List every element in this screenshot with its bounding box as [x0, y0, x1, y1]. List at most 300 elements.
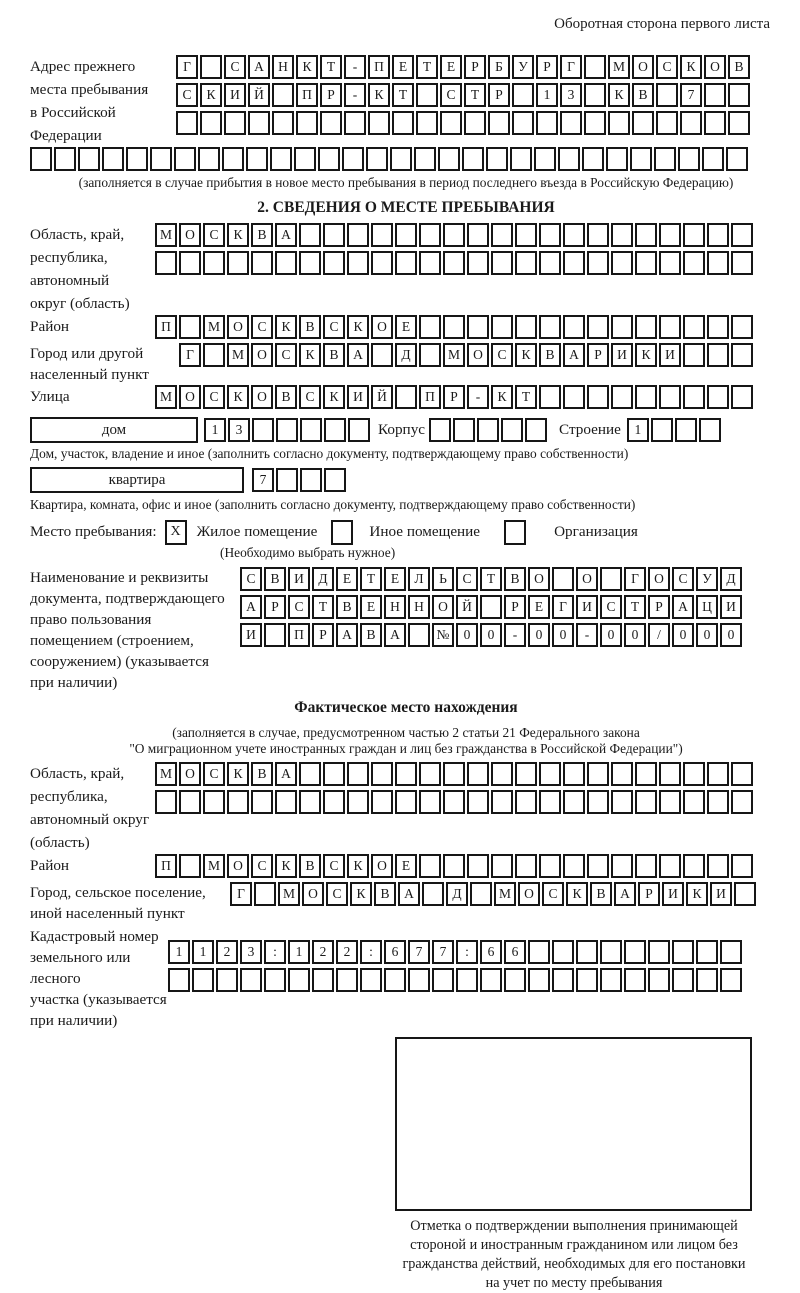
form-cell[interactable] — [347, 762, 369, 786]
form-cell[interactable] — [299, 251, 321, 275]
form-cell[interactable]: С — [600, 595, 622, 619]
form-cell[interactable]: К — [227, 385, 249, 409]
form-cell[interactable] — [443, 315, 465, 339]
form-cell[interactable] — [630, 147, 652, 171]
form-cell[interactable]: Г — [179, 343, 201, 367]
form-cell[interactable]: М — [155, 385, 177, 409]
form-cell[interactable] — [371, 762, 393, 786]
form-cell[interactable]: И — [659, 343, 681, 367]
form-cell[interactable] — [702, 147, 724, 171]
form-cell[interactable]: Р — [536, 55, 558, 79]
form-cell[interactable] — [515, 854, 537, 878]
form-cell[interactable] — [680, 111, 702, 135]
form-cell[interactable] — [276, 468, 298, 492]
form-cell[interactable] — [272, 111, 294, 135]
form-cell[interactable]: А — [240, 595, 262, 619]
form-cell[interactable] — [587, 762, 609, 786]
form-cell[interactable] — [467, 854, 489, 878]
form-cell[interactable] — [659, 223, 681, 247]
form-cell[interactable] — [174, 147, 196, 171]
form-cell[interactable]: 1 — [204, 418, 226, 442]
form-cell[interactable]: 2 — [336, 940, 358, 964]
form-cell[interactable]: 7 — [408, 940, 430, 964]
form-cell[interactable] — [656, 111, 678, 135]
form-cell[interactable] — [464, 111, 486, 135]
form-cell[interactable]: 0 — [552, 623, 574, 647]
form-cell[interactable] — [443, 790, 465, 814]
form-cell[interactable] — [611, 315, 633, 339]
form-cell[interactable] — [635, 385, 657, 409]
form-cell[interactable] — [611, 762, 633, 786]
form-cell[interactable] — [728, 111, 750, 135]
form-cell[interactable] — [248, 111, 270, 135]
form-cell[interactable]: А — [275, 762, 297, 786]
form-cell[interactable] — [384, 968, 406, 992]
form-cell[interactable]: Т — [360, 567, 382, 591]
form-cell[interactable]: - — [467, 385, 489, 409]
form-cell[interactable] — [528, 968, 550, 992]
form-cell[interactable] — [416, 83, 438, 107]
form-cell[interactable] — [515, 251, 537, 275]
form-cell[interactable] — [707, 790, 729, 814]
form-cell[interactable]: А — [672, 595, 694, 619]
form-cell[interactable]: Р — [587, 343, 609, 367]
form-cell[interactable]: 7 — [680, 83, 702, 107]
form-cell[interactable] — [179, 251, 201, 275]
form-cell[interactable]: С — [491, 343, 513, 367]
form-cell[interactable]: С — [251, 854, 273, 878]
form-cell[interactable]: 2 — [312, 940, 334, 964]
form-cell[interactable]: С — [275, 343, 297, 367]
form-cell[interactable]: К — [515, 343, 537, 367]
form-cell[interactable] — [587, 223, 609, 247]
form-cell[interactable] — [648, 940, 670, 964]
form-cell[interactable] — [678, 147, 700, 171]
form-cell[interactable] — [419, 315, 441, 339]
form-cell[interactable]: Т — [392, 83, 414, 107]
form-cell[interactable] — [525, 418, 547, 442]
form-cell[interactable] — [408, 623, 430, 647]
form-cell[interactable]: У — [696, 567, 718, 591]
form-cell[interactable] — [216, 968, 238, 992]
form-cell[interactable] — [179, 790, 201, 814]
form-cell[interactable]: Г — [230, 882, 252, 906]
form-cell[interactable] — [707, 385, 729, 409]
form-cell[interactable] — [360, 968, 382, 992]
form-cell[interactable] — [240, 968, 262, 992]
form-cell[interactable] — [467, 790, 489, 814]
form-cell[interactable] — [480, 595, 502, 619]
form-cell[interactable] — [324, 468, 346, 492]
form-cell[interactable]: П — [155, 854, 177, 878]
form-cell[interactable] — [300, 468, 322, 492]
form-cell[interactable]: К — [686, 882, 708, 906]
form-cell[interactable]: И — [611, 343, 633, 367]
form-cell[interactable]: С — [323, 854, 345, 878]
form-cell[interactable]: Й — [248, 83, 270, 107]
form-cell[interactable] — [246, 147, 268, 171]
form-cell[interactable] — [501, 418, 523, 442]
form-cell[interactable]: В — [539, 343, 561, 367]
form-cell[interactable]: К — [275, 315, 297, 339]
form-cell[interactable] — [656, 83, 678, 107]
form-cell[interactable]: О — [227, 854, 249, 878]
form-cell[interactable]: Т — [464, 83, 486, 107]
form-cell[interactable] — [200, 55, 222, 79]
form-cell[interactable] — [683, 343, 705, 367]
form-cell[interactable] — [347, 790, 369, 814]
form-cell[interactable]: И — [662, 882, 684, 906]
form-cell[interactable]: Т — [416, 55, 438, 79]
form-cell[interactable] — [30, 147, 52, 171]
form-cell[interactable] — [299, 790, 321, 814]
form-cell[interactable]: С — [456, 567, 478, 591]
form-cell[interactable]: С — [542, 882, 564, 906]
form-cell[interactable] — [168, 968, 190, 992]
form-cell[interactable] — [707, 854, 729, 878]
form-cell[interactable]: : — [360, 940, 382, 964]
form-cell[interactable]: В — [323, 343, 345, 367]
form-cell[interactable]: 1 — [627, 418, 649, 442]
form-cell[interactable]: К — [323, 385, 345, 409]
form-cell[interactable]: Р — [488, 83, 510, 107]
form-cell[interactable]: О — [632, 55, 654, 79]
form-cell[interactable] — [659, 251, 681, 275]
form-cell[interactable] — [414, 147, 436, 171]
form-cell[interactable] — [587, 315, 609, 339]
form-cell[interactable]: 2 — [216, 940, 238, 964]
form-cell[interactable] — [696, 968, 718, 992]
form-cell[interactable] — [672, 940, 694, 964]
form-cell[interactable] — [275, 790, 297, 814]
form-cell[interactable] — [429, 418, 451, 442]
form-cell[interactable] — [635, 854, 657, 878]
form-cell[interactable] — [224, 111, 246, 135]
form-cell[interactable] — [323, 223, 345, 247]
form-cell[interactable]: И — [240, 623, 262, 647]
form-cell[interactable] — [648, 968, 670, 992]
form-cell[interactable] — [371, 790, 393, 814]
form-cell[interactable]: К — [299, 343, 321, 367]
form-cell[interactable] — [534, 147, 556, 171]
form-cell[interactable]: 3 — [228, 418, 250, 442]
form-cell[interactable] — [731, 385, 753, 409]
form-cell[interactable] — [486, 147, 508, 171]
form-cell[interactable]: А — [248, 55, 270, 79]
form-cell[interactable] — [635, 762, 657, 786]
form-cell[interactable] — [731, 854, 753, 878]
form-cell[interactable] — [563, 251, 585, 275]
form-cell[interactable]: Н — [384, 595, 406, 619]
form-cell[interactable] — [299, 762, 321, 786]
form-cell[interactable] — [504, 968, 526, 992]
form-cell[interactable] — [419, 790, 441, 814]
form-cell[interactable]: - — [504, 623, 526, 647]
form-cell[interactable] — [683, 790, 705, 814]
form-cell[interactable] — [552, 567, 574, 591]
form-cell[interactable] — [611, 790, 633, 814]
form-cell[interactable] — [395, 223, 417, 247]
form-cell[interactable] — [611, 223, 633, 247]
form-cell[interactable]: О — [518, 882, 540, 906]
form-cell[interactable] — [419, 343, 441, 367]
form-cell[interactable] — [251, 251, 273, 275]
form-cell[interactable]: Д — [395, 343, 417, 367]
form-cell[interactable] — [395, 251, 417, 275]
form-cell[interactable] — [462, 147, 484, 171]
form-cell[interactable]: О — [648, 567, 670, 591]
form-cell[interactable] — [176, 111, 198, 135]
form-cell[interactable] — [731, 251, 753, 275]
form-cell[interactable]: 6 — [384, 940, 406, 964]
form-cell[interactable] — [371, 251, 393, 275]
form-cell[interactable] — [432, 968, 454, 992]
form-cell[interactable]: М — [203, 315, 225, 339]
form-cell[interactable] — [563, 854, 585, 878]
form-cell[interactable]: 0 — [624, 623, 646, 647]
form-cell[interactable] — [491, 762, 513, 786]
form-cell[interactable] — [707, 343, 729, 367]
form-cell[interactable]: К — [680, 55, 702, 79]
form-cell[interactable] — [704, 83, 726, 107]
form-cell[interactable] — [395, 790, 417, 814]
form-cell[interactable]: С — [326, 882, 348, 906]
form-cell[interactable] — [611, 385, 633, 409]
form-cell[interactable]: В — [264, 567, 286, 591]
form-cell[interactable]: С — [203, 223, 225, 247]
form-cell[interactable]: - — [344, 83, 366, 107]
form-cell[interactable] — [635, 315, 657, 339]
form-cell[interactable]: П — [288, 623, 310, 647]
form-cell[interactable]: С — [440, 83, 462, 107]
form-cell[interactable] — [300, 418, 322, 442]
form-cell[interactable]: М — [443, 343, 465, 367]
form-cell[interactable]: В — [360, 623, 382, 647]
form-cell[interactable] — [348, 418, 370, 442]
form-cell[interactable]: О — [179, 762, 201, 786]
form-cell[interactable]: 0 — [480, 623, 502, 647]
form-cell[interactable] — [707, 762, 729, 786]
form-cell[interactable] — [222, 147, 244, 171]
form-cell[interactable]: М — [278, 882, 300, 906]
form-cell[interactable] — [635, 223, 657, 247]
form-cell[interactable]: Р — [504, 595, 526, 619]
form-cell[interactable] — [707, 223, 729, 247]
form-cell[interactable] — [275, 251, 297, 275]
form-cell[interactable] — [203, 251, 225, 275]
form-cell[interactable] — [683, 223, 705, 247]
form-cell[interactable] — [227, 790, 249, 814]
form-cell[interactable] — [491, 315, 513, 339]
form-cell[interactable]: - — [344, 55, 366, 79]
form-cell[interactable]: Е — [360, 595, 382, 619]
form-cell[interactable]: 0 — [672, 623, 694, 647]
form-cell[interactable]: Е — [384, 567, 406, 591]
checkbox-organizacia[interactable] — [504, 520, 526, 545]
form-cell[interactable]: К — [275, 854, 297, 878]
form-cell[interactable]: № — [432, 623, 454, 647]
form-cell[interactable] — [606, 147, 628, 171]
form-cell[interactable] — [512, 111, 534, 135]
form-cell[interactable]: А — [563, 343, 585, 367]
form-cell[interactable]: О — [528, 567, 550, 591]
form-cell[interactable]: В — [632, 83, 654, 107]
form-cell[interactable]: 0 — [600, 623, 622, 647]
form-cell[interactable] — [491, 223, 513, 247]
form-cell[interactable] — [576, 968, 598, 992]
form-cell[interactable]: С — [288, 595, 310, 619]
form-cell[interactable]: Й — [371, 385, 393, 409]
form-cell[interactable]: О — [432, 595, 454, 619]
form-cell[interactable] — [419, 223, 441, 247]
form-cell[interactable] — [624, 968, 646, 992]
form-cell[interactable] — [416, 111, 438, 135]
form-cell[interactable] — [344, 111, 366, 135]
checkbox-zhiloe[interactable]: X — [165, 520, 187, 545]
form-cell[interactable] — [659, 315, 681, 339]
form-cell[interactable]: О — [251, 385, 273, 409]
form-cell[interactable]: И — [576, 595, 598, 619]
form-cell[interactable] — [654, 147, 676, 171]
form-cell[interactable]: П — [296, 83, 318, 107]
form-cell[interactable]: Т — [624, 595, 646, 619]
form-cell[interactable] — [294, 147, 316, 171]
form-cell[interactable]: К — [200, 83, 222, 107]
form-cell[interactable]: Р — [443, 385, 465, 409]
form-cell[interactable] — [422, 882, 444, 906]
form-cell[interactable]: А — [336, 623, 358, 647]
form-cell[interactable] — [408, 968, 430, 992]
form-cell[interactable]: О — [179, 223, 201, 247]
form-cell[interactable] — [720, 940, 742, 964]
form-cell[interactable]: С — [176, 83, 198, 107]
form-cell[interactable] — [731, 315, 753, 339]
form-cell[interactable] — [371, 223, 393, 247]
form-cell[interactable]: Р — [320, 83, 342, 107]
form-cell[interactable] — [200, 111, 222, 135]
form-cell[interactable] — [552, 940, 574, 964]
form-cell[interactable] — [734, 882, 756, 906]
form-cell[interactable] — [453, 418, 475, 442]
form-cell[interactable] — [288, 968, 310, 992]
form-cell[interactable] — [395, 762, 417, 786]
form-cell[interactable]: К — [347, 315, 369, 339]
form-cell[interactable]: Е — [528, 595, 550, 619]
form-cell[interactable]: / — [648, 623, 670, 647]
form-cell[interactable]: Е — [395, 854, 417, 878]
form-cell[interactable] — [584, 55, 606, 79]
form-cell[interactable]: 0 — [720, 623, 742, 647]
form-cell[interactable] — [731, 790, 753, 814]
form-cell[interactable]: Р — [312, 623, 334, 647]
form-cell[interactable] — [467, 251, 489, 275]
form-cell[interactable]: О — [371, 315, 393, 339]
form-cell[interactable] — [539, 762, 561, 786]
form-cell[interactable] — [558, 147, 580, 171]
form-cell[interactable]: Д — [720, 567, 742, 591]
form-cell[interactable]: Ц — [696, 595, 718, 619]
form-cell[interactable]: Й — [456, 595, 478, 619]
form-cell[interactable]: Т — [312, 595, 334, 619]
form-cell[interactable]: А — [347, 343, 369, 367]
form-cell[interactable]: 7 — [432, 940, 454, 964]
form-cell[interactable] — [539, 790, 561, 814]
form-cell[interactable]: С — [251, 315, 273, 339]
form-cell[interactable]: В — [299, 854, 321, 878]
form-cell[interactable]: К — [635, 343, 657, 367]
form-cell[interactable] — [467, 223, 489, 247]
form-cell[interactable]: В — [590, 882, 612, 906]
form-cell[interactable] — [491, 790, 513, 814]
form-cell[interactable]: О — [704, 55, 726, 79]
form-cell[interactable] — [539, 315, 561, 339]
form-cell[interactable]: И — [720, 595, 742, 619]
form-cell[interactable]: М — [155, 762, 177, 786]
form-cell[interactable] — [582, 147, 604, 171]
form-cell[interactable]: В — [504, 567, 526, 591]
form-cell[interactable]: К — [566, 882, 588, 906]
form-cell[interactable] — [563, 790, 585, 814]
form-cell[interactable] — [440, 111, 462, 135]
form-cell[interactable] — [254, 882, 276, 906]
form-cell[interactable] — [347, 223, 369, 247]
form-cell[interactable] — [587, 854, 609, 878]
form-cell[interactable] — [192, 968, 214, 992]
form-cell[interactable] — [707, 315, 729, 339]
form-cell[interactable]: В — [275, 385, 297, 409]
form-cell[interactable] — [347, 251, 369, 275]
form-cell[interactable]: Р — [648, 595, 670, 619]
form-cell[interactable] — [312, 968, 334, 992]
form-cell[interactable]: Л — [408, 567, 430, 591]
form-cell[interactable] — [672, 968, 694, 992]
form-cell[interactable] — [488, 111, 510, 135]
form-cell[interactable] — [252, 418, 274, 442]
form-cell[interactable]: К — [491, 385, 513, 409]
form-cell[interactable]: С — [656, 55, 678, 79]
form-cell[interactable] — [515, 223, 537, 247]
form-cell[interactable] — [515, 762, 537, 786]
form-cell[interactable]: Б — [488, 55, 510, 79]
form-cell[interactable]: Г — [560, 55, 582, 79]
form-cell[interactable] — [611, 251, 633, 275]
form-cell[interactable]: : — [264, 940, 286, 964]
form-cell[interactable] — [600, 968, 622, 992]
form-cell[interactable] — [251, 790, 273, 814]
form-cell[interactable]: 6 — [504, 940, 526, 964]
form-cell[interactable]: : — [456, 940, 478, 964]
form-cell[interactable] — [731, 343, 753, 367]
form-cell[interactable]: Р — [264, 595, 286, 619]
form-cell[interactable] — [54, 147, 76, 171]
form-cell[interactable]: Т — [515, 385, 537, 409]
form-cell[interactable] — [320, 111, 342, 135]
form-cell[interactable] — [419, 251, 441, 275]
form-cell[interactable] — [264, 623, 286, 647]
form-cell[interactable]: 0 — [456, 623, 478, 647]
form-cell[interactable] — [366, 147, 388, 171]
form-cell[interactable] — [323, 762, 345, 786]
form-cell[interactable]: П — [155, 315, 177, 339]
form-cell[interactable] — [726, 147, 748, 171]
form-cell[interactable]: О — [227, 315, 249, 339]
form-cell[interactable]: Р — [464, 55, 486, 79]
form-cell[interactable] — [635, 790, 657, 814]
form-cell[interactable]: 6 — [480, 940, 502, 964]
form-cell[interactable]: 1 — [192, 940, 214, 964]
form-cell[interactable]: Д — [446, 882, 468, 906]
form-cell[interactable] — [395, 385, 417, 409]
